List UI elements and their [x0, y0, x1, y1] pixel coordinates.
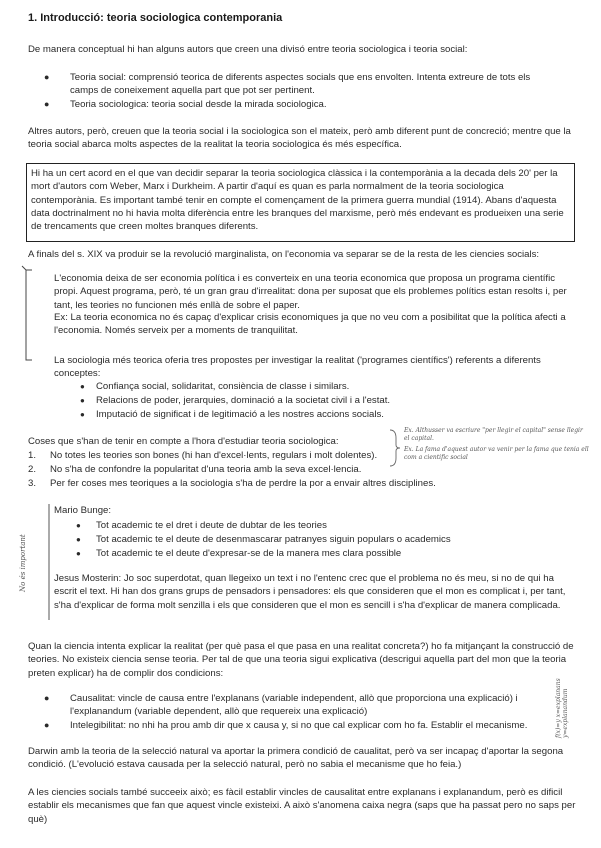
item-number: 2.	[28, 464, 37, 475]
coses-intro: Coses que s'han de tenir en compte a l'hora d'estudiar teoria sociologica:	[28, 436, 339, 447]
boxed-paragraph: Hi ha un cert acord en el que van decidir separar la teoria sociologica clàssica i la contemporània a la decada dels 20' per la mort d'autors com Weber, Marx i Durkheim. A partir d'aquí es quan es parla normalment de la teoria sociologica contemporània. Es important també tenir en compte el començament de la primera guerra mundial (1914). Abans d'aquesta data doctrinalment no hi havia molta diferència entre les branques del marxisme, però més endevant es produeixen una serie de trencaments que creen moltes branques diferents.	[31, 168, 564, 233]
list-item: Tot academic te el dret i deute de dubtar de les teories	[96, 520, 327, 531]
bullet-icon: ●	[44, 720, 50, 730]
bullet-icon: ●	[76, 521, 81, 530]
bracket-icon	[20, 264, 36, 374]
list-item: Relacions de poder, jerarquies, dominació a la societat civil i a l'estat.	[96, 395, 391, 406]
bullet-icon: ●	[44, 72, 50, 82]
list-item: Confiança social, solidaritat, consiència de classe i similars.	[96, 381, 350, 392]
bullet-icon: ●	[80, 396, 85, 405]
paragraph-2: Altres autors, però, creuen que la teoria social i la sociologica son el mateix, però amb diferent punt de concreció; mentre que la teoria social abarca molts aspectes de la realitat la teoria sociologica és més específica.	[28, 126, 571, 151]
economia-example: Ex: La teoria economica no és capaç d'explicar crisis economiques ja que no veu com a posibilitat que la política afecti a l'economia. Només serveix per a moments de tranquilitat.	[54, 312, 566, 337]
list-item: Intelegibilitat: no nhi ha prou amb dir que x causa y, si no que cal explicar com ho fa. Establir el mecanisme.	[70, 720, 528, 731]
list-item: Teoria social: comprensió teorica de diferents aspectes socials que ens envolten. Intenta extreure de tots els camps de coneixement aquella part que pot ser pertinent.	[70, 72, 531, 97]
socials-paragraph: A les ciencies socials també succeeix això; es fàcil establir vincles de causalitat entre explanans i explanandum, però es dificil establir els mecanismes que fan que aquest vincle existeixi. A això s'anomena caixa negra (saps que ha passat pero no saps per què)	[28, 787, 576, 825]
list-item: No totes les teories son bones (hi han d'excel·lents, regulars i molt dolentes).	[50, 450, 378, 461]
bullet-icon: ●	[76, 549, 81, 558]
bullet-icon: ●	[44, 693, 50, 703]
brace-icon	[388, 428, 402, 468]
mosterin-paragraph: Jesus Mosterin: Jo soc superdotat, quan llegeixo un text i no l'entenc crec que el problema no és meu, si no de qui ha escrit el text. Hi han dos grans grups de pensadors i pensadores: els que consideren que el mon es complicat i, per tant, s'ha d'explicar de forma molt senzilla i els que consideren que el mon es sencill i s'ha d'explicar de manera complicada.	[54, 573, 566, 611]
list-item: Teoria sociologica: teoria social desde la mirada sociologica.	[70, 99, 327, 110]
bullet-icon: ●	[76, 535, 81, 544]
margin-note-1: Ex. Althusser va escriure "per llegir el capital" sense llegir el capital.	[404, 427, 583, 442]
bullet-icon: ●	[80, 382, 85, 391]
bunge-title: Mario Bunge:	[54, 505, 112, 516]
intro-paragraph: De manera conceptual hi han alguns autors que creen una divisó entre teoria sociologica i teoria social:	[28, 44, 468, 55]
side-note: No és important	[19, 534, 27, 592]
list-item: No s'ha de confondre la popularitat d'una teoria amb la seva excel·lencia.	[50, 464, 362, 475]
bullet-icon: ●	[44, 99, 50, 109]
economia-paragraph: L'economia deixa de ser economia política i es converteix en una teoria economica que proposa un programa científic propi. Aquest programa, però, té un gran grau d'irrealitat: dona per suposat que els problemes polítics estan resolts i, per tant, les teories no funcionen més enllà de sobre el paper.	[54, 273, 567, 311]
sociologia-paragraph: La sociologia més teorica oferia tres propostes per investigar la realitat ('programes científics') referents a diferents conceptes:	[54, 355, 541, 380]
section-heading: 1. Introducció: teoria sociologica contemporania	[28, 12, 283, 24]
paragraph-3: A finals del s. XIX va produir se la revolució marginalista, on l'economia va separar se de la resta de les ciencies socials:	[28, 249, 540, 260]
ciencia-paragraph: Quan la ciencia intenta explicar la realitat (per què pasa el que pasa en una realitat concreta?) ho fa mitjançant la construcció de teories. No existeix ciencia sense teoria. Per tal de que una teoria sigui explicativa (descrigui aquella part del mon que la teoria preten explicar) ha de complir dos condicions:	[28, 641, 574, 679]
vertical-rule	[44, 502, 54, 622]
list-item: Per fer coses mes teoriques a la sociologia s'ha de perdre la por a envair altres disciplines.	[50, 478, 436, 489]
bullet-icon: ●	[80, 410, 85, 419]
item-number: 1.	[28, 450, 37, 461]
list-item: Tot academic te el deute d'expresar-se de la manera mes clara possible	[96, 548, 402, 559]
list-item: Imputació de significat i de legitimació a les nostres accions socials.	[96, 409, 384, 420]
formula-note: f(x)=y x=explanans y=explanandum	[555, 678, 569, 738]
list-item: Tot academic te el deute de desenmascarar patranyes siguin populars o academics	[96, 534, 451, 545]
darwin-paragraph: Darwin amb la teoria de la selecció natural va aportar la primera condició de caualitat, però va ser incapaç d'aportar la segona condició. (L'evolució estava causada per la selecció natural, però no sabia el mecanisme que ho feia.)	[28, 746, 564, 771]
margin-note-2: Ex. La fama d'aquest autor va venir per la fama que tenia ell com a cientific social	[404, 446, 589, 461]
list-item: Causalitat: vincle de causa entre l'explanans (variable independent, allò que proporciona una explicació) i l'explanandum (variable dependent, allò que requereix una explicació)	[70, 693, 518, 718]
item-number: 3.	[28, 478, 37, 489]
